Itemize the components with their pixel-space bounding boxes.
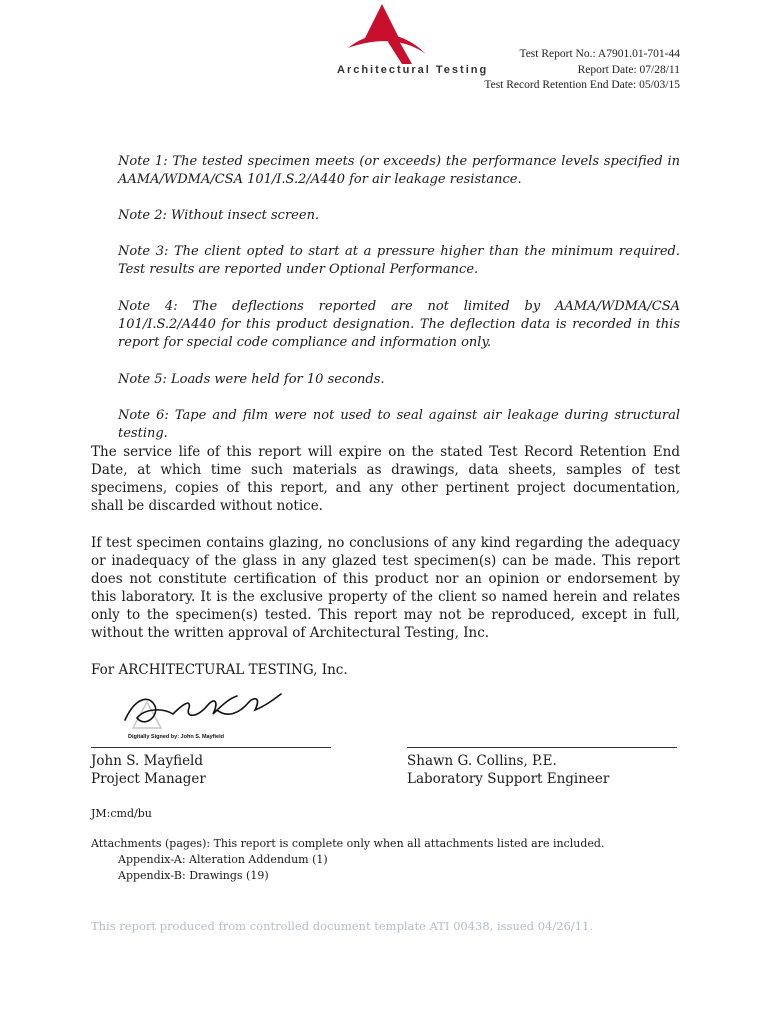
- signature-line-left: [91, 747, 331, 748]
- company-name: Architectural Testing: [337, 64, 489, 76]
- note-5: Note 5: Loads were held for 10 seconds.: [118, 372, 385, 387]
- digital-signature-caption: Digitally Signed by: John S. Mayfield: [128, 734, 224, 740]
- company-logo: [340, 2, 440, 66]
- report-date: Report Date: 07/28/11: [577, 64, 680, 76]
- note-4: Note 4: The deflections reported are not limited by AAMA/WDMA/CSA 101/I.S.2/A440 for this product designation. The deflection data is recorded in this report for special code compliance and information only.: [118, 299, 680, 350]
- retention-end-date: Test Record Retention End Date: 05/03/15: [484, 79, 680, 91]
- glazing-disclaimer-paragraph: If test specimen contains glazing, no conclusions of any kind regarding the adequacy or inadequacy of the glass in any glazed test specimen(s) can be made. This report does not constitute certification of this product nor an opinion or endorsement by this laboratory. It is the exclusive property of the client so named herein and relates only to the specimen(s) tested. This report may not be reproduced, except in full, without the written approval of Architectural Testing, Inc.: [91, 535, 680, 641]
- note-3: Note 3: The client opted to start at a pressure higher than the minimum required. Test results are reported under Optional Performance.: [118, 244, 680, 277]
- service-life-paragraph: The service life of this report will expire on the stated Test Record Retention End Date, at which time such materials as drawings, data sheets, samples of test specimens, copies of this report, and any other pertinent project documentation, shall be discarded without notice.: [91, 444, 680, 514]
- typist-initials: JM:cmd/bu: [91, 807, 152, 820]
- handwritten-signature: [115, 688, 295, 736]
- report-number: Test Report No.: A7901.01-701-44: [519, 48, 680, 60]
- for-company-line: For ARCHITECTURAL TESTING, Inc.: [91, 662, 348, 678]
- attachment-item: Appendix-A: Alteration Addendum (1): [118, 853, 328, 866]
- template-footer: This report produced from controlled document template ATI 00438, issued 04/26/11.: [91, 919, 594, 933]
- signatory-title-left: Project Manager: [91, 771, 206, 787]
- signatory-title-right: Laboratory Support Engineer: [407, 771, 610, 787]
- attachments-intro: Attachments (pages): This report is complete only when all attachments listed are included.: [91, 837, 605, 850]
- signatory-name-left: John S. Mayfield: [91, 753, 204, 769]
- note-2: Note 2: Without insect screen.: [118, 208, 320, 223]
- signature-line-right: [407, 747, 677, 748]
- attachment-item: Appendix-B: Drawings (19): [118, 869, 269, 882]
- signatory-name-right: Shawn G. Collins, P.E.: [407, 753, 557, 769]
- note-6: Note 6: Tape and film were not used to seal against air leakage during structural testing.: [118, 408, 680, 441]
- note-1: Note 1: The tested specimen meets (or exceeds) the performance levels specified in AAMA/WDMA/CSA 101/I.S.2/A440 for air leakage resistance.: [118, 154, 680, 187]
